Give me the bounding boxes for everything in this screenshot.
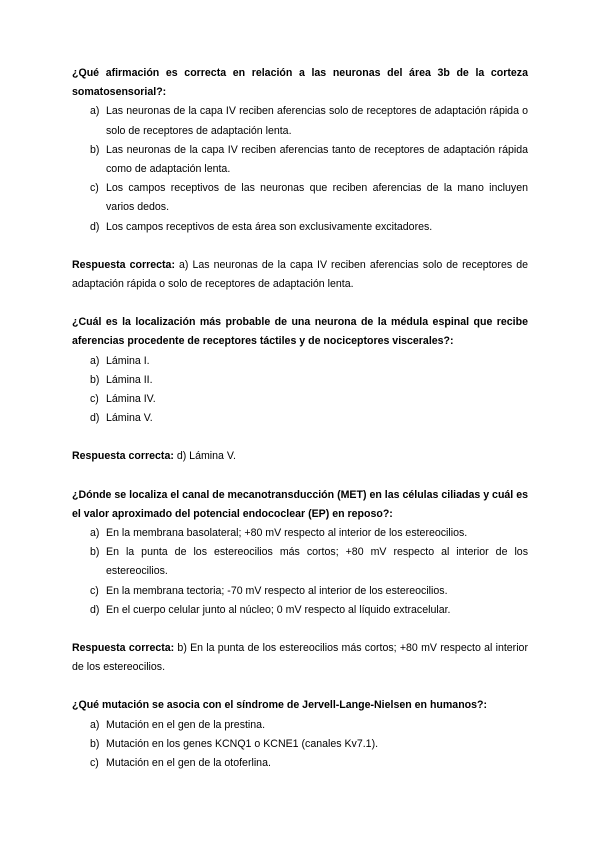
option-marker: b): [90, 143, 100, 156]
option-text: En la punta de los estereocilios más cortos; +80 mV respecto al interior de los estereocilios.: [106, 546, 528, 578]
option-4c: [72, 754, 528, 773]
option-marker: a): [90, 105, 100, 118]
answer-text: d) Lámina V.: [173, 450, 236, 463]
option-marker: c): [90, 584, 99, 597]
option-3d: [72, 601, 528, 620]
option-2c: [72, 390, 528, 409]
option-1a: [72, 102, 528, 140]
option-1d: [72, 218, 528, 237]
question-1: ¿Qué afirmación es correcta en relación a las neuronas del área 3b de la corteza somatosensorial?:: [72, 67, 528, 99]
option-text: Lámina II.: [106, 373, 153, 386]
answer-label: Respuesta correcta:: [72, 642, 175, 655]
option-marker: d): [90, 603, 100, 616]
answer-text: b) En la punta de los estereocilios más cortos; +80 mV respecto al interior de los estereocilios.: [72, 642, 528, 674]
option-text: En la membrana tectoria; -70 mV respecto al interior de los estereocilios.: [106, 584, 448, 597]
document-page: [72, 64, 528, 773]
option-text: Mutación en los genes KCNQ1 o KCNE1 (canales Kv7.1).: [106, 737, 379, 750]
option-marker: b): [90, 737, 100, 750]
option-marker: b): [90, 373, 100, 386]
options-list-2: [72, 352, 528, 429]
option-text: Mutación en el gen de la prestina.: [106, 718, 266, 731]
option-text: En el cuerpo celular junto al núcleo; 0 mV respecto al líquido extracelular.: [106, 603, 451, 616]
option-4a: [72, 716, 528, 735]
option-marker: a): [90, 354, 100, 367]
answer-label: Respuesta correcta:: [72, 450, 174, 463]
question-4: ¿Qué mutación se asocia con el síndrome de Jervell-Lange-Nielsen en humanos?:: [72, 699, 488, 712]
answer-text: a) Las neuronas de la capa IV reciben aferencias solo de receptores de adaptación rápida o solo de receptores de adaptación lenta.: [72, 258, 528, 291]
option-text: Las neuronas de la capa IV reciben aferencias solo de receptores de adaptación rápida o solo de receptores de adaptación lenta.: [106, 105, 528, 137]
answer-label: Respuesta correcta:: [72, 258, 175, 271]
option-marker: a): [90, 527, 100, 540]
option-marker: a): [90, 718, 100, 731]
option-text: En la membrana basolateral; +80 mV respecto al interior de los estereocilios.: [106, 527, 468, 540]
option-2b: [72, 371, 528, 390]
question-3: ¿Dónde se localiza el canal de mecanotransducción (MET) en las células ciliadas y cuál es el valor aproximado del potencial endococlear (EP) en reposo?:: [72, 488, 528, 520]
answer-3: [72, 639, 528, 677]
option-text: Los campos receptivos de esta área son exclusivamente excitadores.: [106, 220, 433, 233]
option-text: Las neuronas de la capa IV reciben aferencias tanto de receptores de adaptación rápida como de adaptación lenta.: [106, 143, 528, 176]
answer-2: [72, 447, 528, 466]
options-list-1: [72, 102, 528, 236]
option-text: Mutación en el gen de la otoferlina.: [106, 757, 271, 770]
option-3a: [72, 524, 528, 543]
option-2a: [72, 352, 528, 371]
option-3b: [72, 543, 528, 581]
option-2d: [72, 409, 528, 428]
option-marker: c): [90, 393, 99, 406]
option-text: Los campos receptivos de las neuronas que reciben aferencias de la mano incluyen varios dedos.: [106, 182, 528, 214]
options-list-4: [72, 716, 528, 774]
option-1b: [72, 141, 528, 179]
answer-1: [72, 256, 528, 294]
option-marker: c): [90, 182, 99, 195]
option-marker: c): [90, 757, 99, 770]
option-text: Lámina IV.: [106, 393, 156, 406]
option-text: Lámina I.: [106, 354, 150, 367]
options-list-3: [72, 524, 528, 620]
option-3c: [72, 582, 528, 601]
option-text: Lámina V.: [106, 412, 153, 425]
option-marker: d): [90, 220, 100, 233]
option-marker: d): [90, 412, 100, 425]
option-4b: [72, 735, 528, 754]
question-2: ¿Cuál es la localización más probable de una neurona de la médula espinal que recibe aferencias procedente de receptores táctiles y de nociceptores viscerales?:: [72, 316, 528, 348]
option-1c: [72, 179, 528, 217]
option-marker: b): [90, 546, 100, 559]
